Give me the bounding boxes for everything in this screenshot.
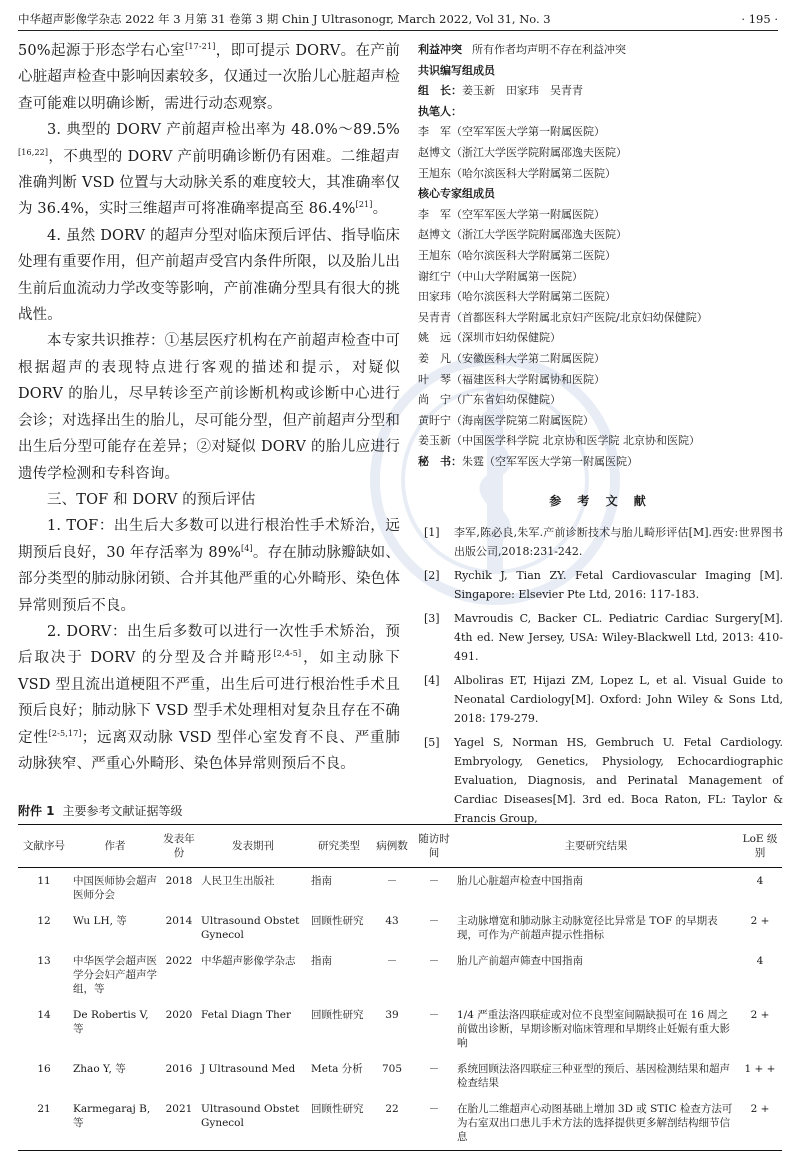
expert-item: 姜玉新（中国医学科学院 北京协和医学院 北京协和医院） xyxy=(418,434,700,448)
reference-item: [2] Rychik J, Tian ZY. Fetal Cardiovascular Imaging [M]. Singapore: Elsevier Pte Ltd, 2016: 117-183. xyxy=(424,569,783,602)
table-cell: De Robertis V, 等 xyxy=(73,1009,149,1035)
page-number: · 195 · xyxy=(741,12,778,26)
table-cell: Fetal Diagn Ther xyxy=(201,1009,291,1021)
table-row xyxy=(18,1096,782,1151)
column-header: 发表期刊 xyxy=(198,825,308,868)
table-row xyxy=(18,948,782,1002)
paragraph: 2. DORV：出生后多数可以进行一次性手术矫治，预后取决于 DORV 的分型及合并畸形[2,4-5]，如主动脉下 VSD 型且流出道梗阻不严重，出生后可进行根治性手术且预后良好；肺动脉下 VSD 型手术处理相对复杂且存在不确定性[2-5,17]；远离双动脉 VSD 型伴心室发育不良、严重肺动脉狭窄、严重心外畸形、染色体异常则预后不良。 xyxy=(18,623,400,772)
paragraph: 1. TOF：出生后大多数可以进行根治性手术矫治，远期预后良好，30 年存活率为 89%[4]。存在肺动脉瓣缺如、部分类型的肺动脉闭锁、合并其他严重的心外畸形、染色体异常则预后不良。 xyxy=(18,518,400,614)
table-cell: － xyxy=(386,955,398,967)
column-header: 发表年份 xyxy=(160,825,198,868)
paragraph: 3. 典型的 DORV 产前超声检出率为 48.0%～89.5%[16,22]，不典型的 DORV 产前明确诊断仍有困难。二维超声准确判断 VSD 位置与大动脉关系的难度较大，其准确率仅为 36.4%，实时三维超声可将准确率提高至 86.4%[21]。 xyxy=(18,122,400,218)
references-title: 参 考 文 献 xyxy=(549,494,652,509)
table-cell: Ultrasound Obstet Gynecol xyxy=(201,915,300,941)
reference-item: [1] 李军,陈必良,朱军.产前诊断技术与胎儿畸形评估[M].西安:世界图书出版公司,2018:231-242. xyxy=(424,526,783,559)
section-heading: 三、TOF 和 DORV 的预后评估 xyxy=(47,491,256,508)
table-cell: － xyxy=(428,915,440,927)
table-cell: Karmegaraj B, 等 xyxy=(70,1096,160,1151)
table-cell: － xyxy=(428,875,440,887)
table-cell: 胎儿心脏超声检查中国指南 xyxy=(457,875,583,887)
running-header xyxy=(18,10,778,31)
table-cell: 1/4 严重法洛四联症或对位不良型室间隔缺损可在 16 周之前做出诊断，早期诊断对临床管理和早期终止妊娠有重大影响 xyxy=(457,1009,730,1049)
expert-item: 吴青青（首都医科大学附属北京妇产医院/北京妇幼保健院） xyxy=(418,310,708,324)
table-cell: 2 + xyxy=(750,915,770,927)
left-column xyxy=(18,38,400,777)
evidence-table xyxy=(18,824,782,1151)
table-cell: 705 xyxy=(381,1063,403,1075)
annex-caption: 附件 1 主要参考文献证据等级 xyxy=(18,804,183,818)
table-cell: 2 + xyxy=(738,1096,782,1151)
journal-citation: 中华超声影像学杂志 2022 年 3 月第 31 卷第 3 期 Chin J Ultrasonogr, March 2022, Vol 31, No. 3 xyxy=(18,12,551,26)
expert-item: 叶 琴（福建医科大学附属协和医院） xyxy=(418,372,605,386)
writer-item: 李 军（空军军医大学第一附属医院） xyxy=(418,125,605,139)
table-cell: Meta 分析 xyxy=(311,1063,363,1075)
table-cell: 12 xyxy=(37,915,51,927)
column-header: 病例数 xyxy=(370,825,414,868)
table-header-row xyxy=(18,825,782,868)
writer-item: 赵博文（浙江大学医学院附属邵逸夫医院） xyxy=(418,145,627,159)
table-cell: 人民卫生出版社 xyxy=(201,875,275,887)
table-cell: 2020 xyxy=(165,1009,193,1021)
table-cell: 系统回顾法洛四联症三种亚型的预后、基因检测结果和超声检查结果 xyxy=(457,1063,730,1089)
column-header: 作者 xyxy=(70,825,160,868)
table-row xyxy=(18,1002,782,1056)
table-cell: 2014 xyxy=(165,915,193,927)
table-cell: Wu LH, 等 xyxy=(73,915,127,927)
table-cell: 中国医师协会超声医师分会 xyxy=(73,875,157,901)
column-header: 随访时间 xyxy=(414,825,454,868)
expert-item: 姜 凡（安徽医科大学第二附属医院） xyxy=(418,351,605,365)
expert-item: 田家玮（哈尔滨医科大学附属第二医院） xyxy=(418,290,616,304)
table-cell: － xyxy=(428,1063,440,1075)
secretary: 秘 书：朱霆（空军军医大学第一附属医院） xyxy=(418,454,638,468)
table-cell: 中华医学会超声医学分会妇产超声学组，等 xyxy=(73,955,157,995)
table-row xyxy=(18,868,782,909)
expert-item: 李 军（空军军医大学第一附属医院） xyxy=(418,207,605,221)
table-cell: 11 xyxy=(37,875,51,887)
writers-label: 执笔人： xyxy=(418,104,462,118)
group-title: 共识编写组成员 xyxy=(418,63,495,77)
column-header: 主要研究结果 xyxy=(454,825,738,868)
paragraph: 本专家共识推荐：①基层医疗机构在产前超声检查中可根据超声的表现特点进行客观的描述和提示，对疑似 DORV 的胎儿，尽早转诊至产前诊断机构或诊断中心进行会诊；对选择出生的胎儿，尽可能分型，但产前超声分型和出生后分型可能存在差异；②对疑似 DORV 的胎儿应进行遗传学检测和专科咨询。 xyxy=(18,333,400,482)
table-cell: 在胎儿二维超声心动图基础上增加 3D 或 STIC 检查方法可为右室双出口患儿手术方法的选择提供更多解剖结构细节信息 xyxy=(454,1096,738,1151)
table-cell: 胎儿产前超声筛查中国指南 xyxy=(457,955,583,967)
table-cell: Zhao Y, 等 xyxy=(73,1063,126,1075)
reference-item: [3] Mavroudis C, Backer CL. Pediatric Cardiac Surgery[M]. 4th ed. New Jersey, USA: Wiley-Blackwell Ltd, 2013: 410-491. xyxy=(424,612,783,664)
table-cell: 2021 xyxy=(160,1096,198,1151)
table-cell: 2016 xyxy=(165,1063,193,1075)
group-leaders: 组 长：姜玉新 田家玮 吴青青 xyxy=(418,84,583,98)
table-row xyxy=(18,1056,782,1096)
writer-item: 王旭东（哈尔滨医科大学附属第二医院） xyxy=(418,166,616,180)
table-cell: 2 + xyxy=(750,1009,770,1021)
table-cell: 1 + + xyxy=(744,1063,776,1075)
table-cell: 2022 xyxy=(165,955,193,967)
expert-item: 姚 远（深圳市妇幼保健院） xyxy=(418,331,561,345)
core-experts-label: 核心专家组成员 xyxy=(418,187,495,201)
table-cell: － xyxy=(414,1096,454,1151)
table-cell: － xyxy=(428,955,440,967)
table-cell: 回顾性研究 xyxy=(311,915,364,927)
table-cell: 回顾性研究 xyxy=(311,1009,364,1021)
table-cell: Ultrasound Obstet Gynecol xyxy=(198,1096,308,1151)
table-cell: 43 xyxy=(385,915,399,927)
column-header: 文献序号 xyxy=(18,825,70,868)
reference-item: [4] Alboliras ET, Hijazi ZM, Lopez L, et al. Visual Guide to Neonatal Cardiology[M]. Oxford: John Wiley & Sons Ltd, 2018: 179-279. xyxy=(424,674,783,726)
table-cell: 22 xyxy=(370,1096,414,1151)
table-cell: 21 xyxy=(18,1096,70,1151)
table-cell: 13 xyxy=(37,955,51,967)
expert-item: 黄盱宁（海南医学院第二附属医院） xyxy=(418,413,594,427)
table-cell: － xyxy=(386,875,398,887)
table-cell: 4 xyxy=(756,955,764,967)
expert-item: 尚 宁（广东省妇幼保健院） xyxy=(418,393,561,407)
table-cell: 39 xyxy=(385,1009,399,1021)
table-cell: 4 xyxy=(756,875,764,887)
conflict-of-interest: 利益冲突 所有作者均声明不存在利益冲突 xyxy=(418,43,626,56)
table-cell: 2018 xyxy=(165,875,193,887)
table-cell: 回顾性研究 xyxy=(308,1096,370,1151)
reference-item: [5] Yagel S, Norman HS, Gembruch U. Fetal Cardiology. Embryology, Genetics, Physiology, Echocardiographic Evaluation, Diagnosis, and Perinatal Management of Cardiac Diseases[M]. 3rd ed. Boca Raton, FL: Taylor & Francis Group, xyxy=(424,736,783,826)
table-cell: 中华超声影像学杂志 xyxy=(201,955,296,967)
expert-item: 赵博文（浙江大学医学院附属邵逸夫医院） xyxy=(418,228,627,242)
paragraph: 4. 虽然 DORV 的超声分型对临床预后评估、指导临床处理有重要作用，但产前超声受宫内条件所限，以及胎儿出生前后血流动力学改变等影响，产前准确分型具有很大的挑战性。 xyxy=(18,227,400,324)
paragraph: 50%起源于形态学右心室[17-21]，即可提示 DORV。在产前心脏超声检查中影响因素较多，仅通过一次胎儿心脏超声检查可能难以明确诊断，需进行动态观察。 xyxy=(18,42,400,112)
table-row xyxy=(18,908,782,948)
table-cell: 主动脉增宽和肺动脉主动脉宽径比异常是 TOF 的早期表现，可作为产前超声提示性指标 xyxy=(457,915,718,941)
table-cell: 16 xyxy=(37,1063,51,1075)
table-cell: J Ultrasound Med xyxy=(201,1063,296,1075)
table-cell: － xyxy=(428,1009,440,1021)
table-cell: 指南 xyxy=(311,955,332,967)
reference-list xyxy=(418,523,783,828)
column-header: 研究类型 xyxy=(308,825,370,868)
expert-item: 王旭东（哈尔滨医科大学附属第二医院） xyxy=(418,248,616,262)
expert-item: 谢红宁（中山大学附属第一医院） xyxy=(418,269,583,283)
column-header: LoE 级别 xyxy=(738,825,782,868)
right-column xyxy=(418,40,783,833)
table-cell: 14 xyxy=(37,1009,51,1021)
table-cell: 指南 xyxy=(311,875,332,887)
